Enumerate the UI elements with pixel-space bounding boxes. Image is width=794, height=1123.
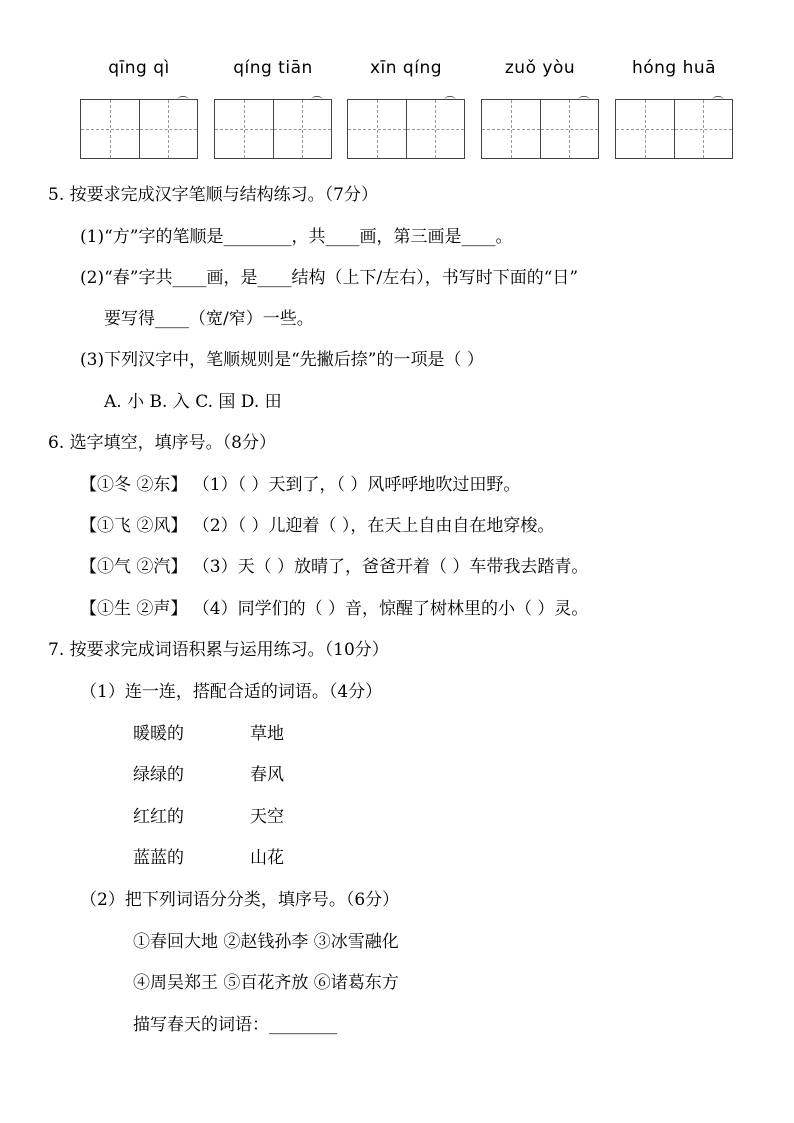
match-left-word[interactable]: 暖暖的 bbox=[133, 724, 184, 744]
pinyin-row bbox=[80, 58, 740, 86]
grid-cell[interactable] bbox=[273, 100, 332, 158]
match-right-word[interactable]: 山花 bbox=[250, 848, 284, 868]
match-right-word[interactable]: 春风 bbox=[250, 765, 284, 785]
grid-cell[interactable] bbox=[482, 100, 540, 158]
question-7-sub-2: （2）把下列词语分分类，填序号。（6分） bbox=[80, 890, 400, 910]
pinyin-word: qíng tiān bbox=[233, 58, 313, 78]
pinyin-word: hóng huā bbox=[631, 58, 717, 78]
match-right-word[interactable]: 天空 bbox=[250, 807, 284, 827]
spring-words-blank[interactable]: 描写春天的词语：________ bbox=[133, 1015, 337, 1035]
question-6-title: 6. 选字填空，填序号。（8分） bbox=[48, 433, 276, 453]
grid-cell[interactable] bbox=[215, 100, 273, 158]
question-6-row-4: 【①生 ②声】 （4）同学们的（ ）音，惊醒了树林里的小（ ）灵。 bbox=[80, 599, 589, 619]
grid-cell[interactable] bbox=[616, 100, 674, 158]
match-right-word[interactable]: 草地 bbox=[250, 724, 284, 744]
writing-grid[interactable] bbox=[615, 99, 733, 159]
writing-grid[interactable] bbox=[214, 99, 332, 159]
pinyin-word: xīn qíng bbox=[369, 58, 443, 78]
writing-grid[interactable] bbox=[347, 99, 465, 159]
grid-cell[interactable] bbox=[348, 100, 406, 158]
question-5-title: 5. 按要求完成汉字笔顺与结构练习。（7分） bbox=[48, 185, 378, 205]
question-6-row-2: 【①飞 ②风】 （2）（ ）儿迎着（ ），在天上自由自在地穿梭。 bbox=[80, 516, 555, 536]
writing-grid[interactable] bbox=[481, 99, 599, 159]
question-5-options: A. 小 B. 入 C. 国 D. 田 bbox=[104, 392, 282, 412]
match-left-word[interactable]: 红红的 bbox=[133, 807, 184, 827]
grid-cell[interactable] bbox=[406, 100, 465, 158]
grid-cell[interactable] bbox=[674, 100, 733, 158]
grid-cell[interactable] bbox=[81, 100, 139, 158]
question-5-part-3: (3)下列汉字中，笔顺规则是“先撇后捺”的一项是（ ） bbox=[80, 350, 484, 370]
grid-cell[interactable] bbox=[540, 100, 599, 158]
match-left-word[interactable]: 蓝蓝的 bbox=[133, 848, 184, 868]
grid-cell[interactable] bbox=[139, 100, 198, 158]
pinyin-word: zuǒ yòu bbox=[504, 58, 576, 78]
question-5-part-1: (1)“方”字的笔顺是________，共____画，第三画是____。 bbox=[80, 227, 513, 247]
question-6-row-3: 【①气 ②汽】 （3）天（ ）放晴了，爸爸开着（ ）车带我去踏青。 bbox=[80, 557, 589, 577]
writing-grid[interactable] bbox=[80, 99, 198, 159]
pinyin-word: qīng qì bbox=[108, 58, 170, 78]
question-5-part-2: (2)“春”字共____画，是____结构（上下/左右），书写时下面的“日” bbox=[80, 268, 579, 288]
question-5-part-2-continued: 要写得____（宽/窄）一些。 bbox=[104, 309, 314, 329]
match-left-word[interactable]: 绿绿的 bbox=[133, 765, 184, 785]
question-7-sub-1: （1）连一连，搭配合适的词语。（4分） bbox=[80, 682, 383, 702]
question-6-row-1: 【①冬 ②东】 （1）（ ）天到了，（ ）风呼呼地吹过田野。 bbox=[80, 475, 521, 495]
classify-items-line-2: ④周吴郑王 ⑤百花齐放 ⑥诸葛东方 bbox=[133, 973, 399, 993]
classify-items-line-1: ①春回大地 ②赵钱孙李 ③冰雪融化 bbox=[133, 932, 399, 952]
question-7-title: 7. 按要求完成词语积累与运用练习。（10分） bbox=[48, 640, 389, 660]
writing-grid-row bbox=[80, 99, 740, 161]
